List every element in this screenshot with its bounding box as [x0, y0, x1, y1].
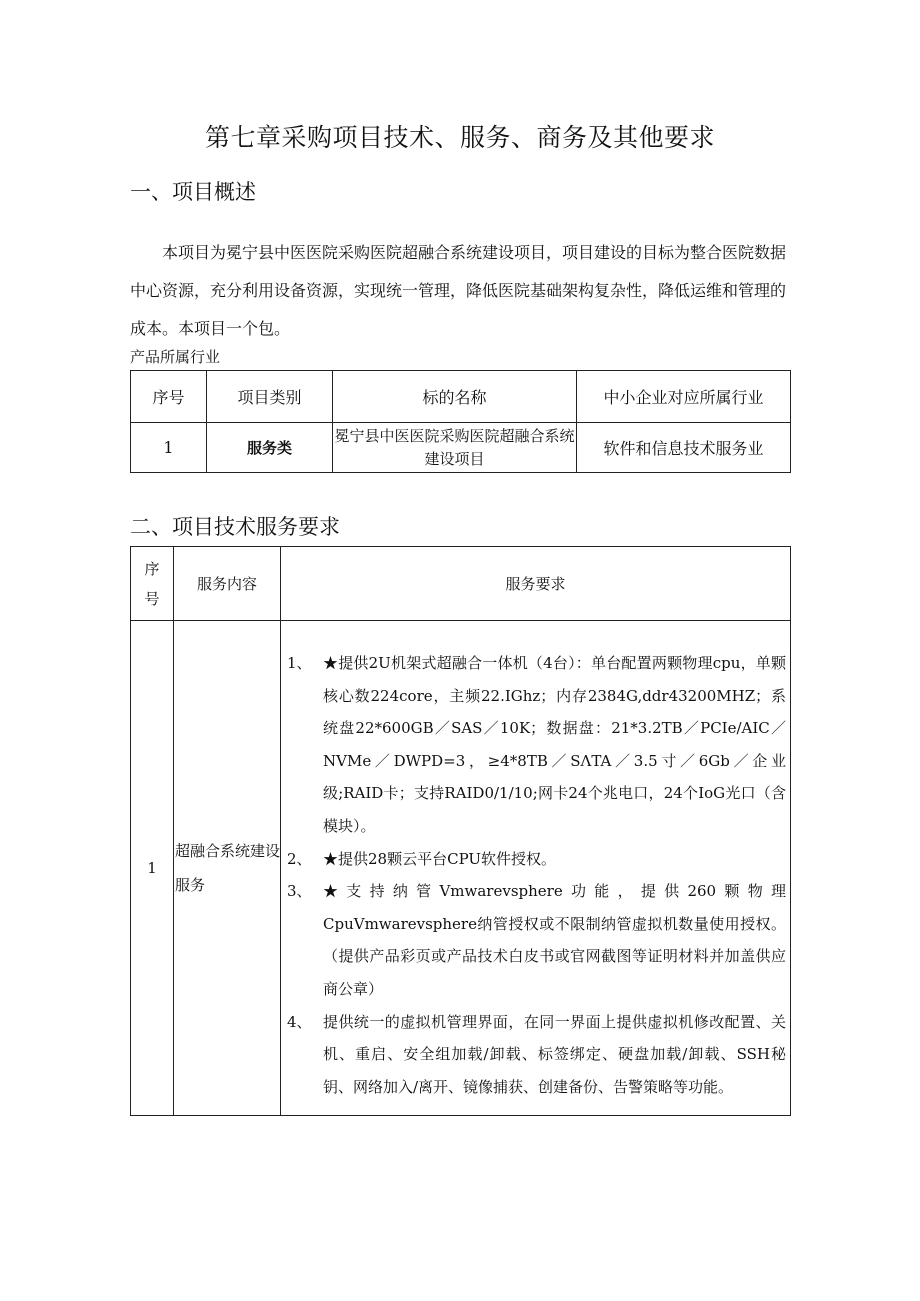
table-cell: 冕宁县中医医院采购医院超融合系统建设项目	[333, 423, 577, 473]
table-row	[131, 423, 791, 473]
table-caption: 产品所属行业	[130, 348, 221, 366]
table-cell: 服务类	[207, 423, 333, 473]
header-cell: 项目类别	[207, 371, 333, 423]
header-cell: 服务要求	[281, 547, 791, 621]
list-item	[287, 1006, 786, 1104]
table-header-row	[131, 547, 791, 621]
item-text: 提供统一的虚拟机管理界面，在同一界面上提供虚拟机修改配置、关机、重启、安全组加载/卸载、标签绑定、硬盘加载/卸载、SSH秘钥、网络加入/离开、镜像捕获、创建备份、告警策略等功能。	[323, 1012, 786, 1096]
section-heading-requirements: 二、项目技术服务要求	[130, 515, 340, 539]
requirements-cell	[281, 621, 791, 1116]
header-cell: 标的名称	[333, 371, 577, 423]
page-title: 第七章采购项目技术、服务、商务及其他要求	[204, 123, 715, 152]
item-number: 2、	[287, 849, 312, 868]
table-cell: 1	[131, 621, 174, 1116]
item-text: ★提供28颗云平台CPU软件授权。	[323, 849, 557, 868]
industry-table	[130, 370, 791, 473]
table-cell: 软件和信息技术服务业	[577, 423, 791, 473]
table-row	[131, 621, 791, 1116]
item-number: 4、	[287, 1012, 312, 1031]
item-text: ★提供2U机架式超融合一体机（4台）：单台配置两颗物理cpu，单颗核心数224core，主频22.IGhz；内存2384G,ddr43200MHZ；系统盘22*600GB／SAS／10K；数据盘：21*3.2TB／PCIe/AIC／NVMe／DWPD=3，≥4*8TB／SΛTA／3.5寸／6Gb／企业级;RAID卡；支持RAID0/1/10;网卡24个兆电口，24个IoG光口（含模块）。	[323, 654, 786, 835]
item-text: ★支持纳管Vmwarevsphere功能，提供260颗物理CpuVmwarevsphere纳管授权或不限制纳管虚拟机数量使用授权。（提供产品彩页或产品技术白皮书或官网截图等证明材料并加盖供应商公章）	[323, 882, 786, 998]
list-item	[287, 843, 786, 876]
header-cell: 序号	[131, 371, 207, 423]
header-cell: 中小企业对应所属行业	[577, 371, 791, 423]
table-cell: 超融合系统建设服务	[174, 621, 281, 1116]
item-number: 3、	[287, 882, 312, 901]
list-item	[287, 647, 786, 843]
list-item	[287, 875, 786, 1005]
service-requirements-table	[130, 546, 791, 1116]
overview-paragraph: 本项目为冕宁县中医医院采购医院超融合系统建设项目，项目建设的目标为整合医院数据中心资源，充分利用设备资源，实现统一管理，降低医院基础架构复杂性，降低运维和管理的成本。本项目一个包。	[130, 243, 787, 338]
table-cell: 1	[131, 423, 207, 473]
section-heading-overview: 一、项目概述	[130, 180, 256, 204]
table-header-row	[131, 371, 791, 423]
item-number: 1、	[287, 654, 312, 672]
header-cell: 服务内容	[174, 547, 281, 621]
header-cell: 序号	[131, 547, 174, 621]
